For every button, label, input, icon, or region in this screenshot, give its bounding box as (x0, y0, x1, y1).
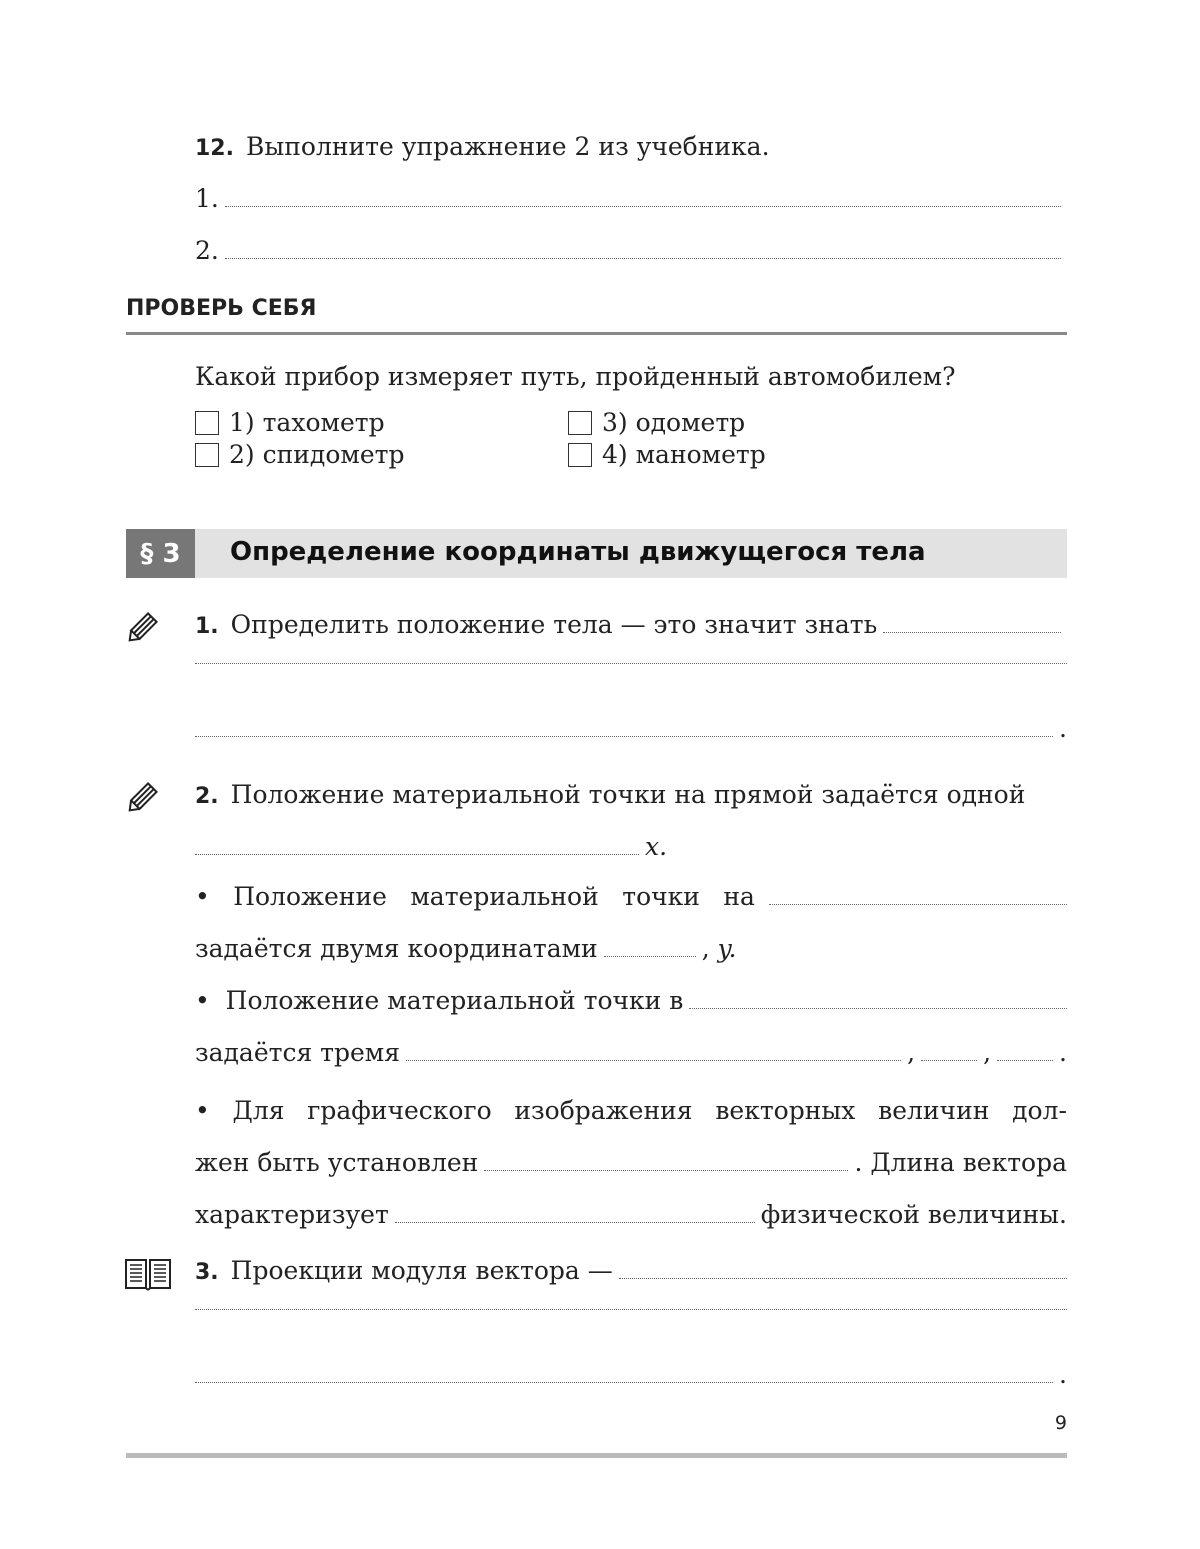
answer-line[interactable] (195, 1308, 1067, 1338)
text: • Положение материальной точки в (195, 986, 684, 1015)
divider (126, 332, 1067, 335)
option-3[interactable] (568, 408, 745, 437)
bullet-vectors-line2 (195, 1148, 1067, 1177)
task-number: 1. (195, 614, 219, 639)
word: величин (878, 1096, 990, 1125)
answer-line-1[interactable] (195, 184, 1067, 213)
checkbox[interactable] (195, 411, 219, 435)
dotted-answer-field[interactable] (604, 955, 696, 957)
text: жен быть установлен (195, 1148, 479, 1177)
option-1[interactable] (195, 408, 385, 437)
bullet-vectors (195, 1096, 1067, 1125)
dotted-answer-field[interactable] (769, 903, 1067, 905)
option-label: 2) спидометр (229, 440, 405, 469)
answer-line-2[interactable] (195, 236, 1067, 265)
word: изображения (514, 1096, 693, 1125)
dotted-answer-field[interactable] (883, 631, 1061, 633)
word: на (723, 882, 755, 911)
pencil-icon (124, 612, 158, 646)
variable-y: y. (717, 934, 737, 963)
dotted-answer-field[interactable] (195, 853, 639, 855)
bullet: • (195, 882, 210, 911)
word: дол- (1012, 1096, 1067, 1125)
dotted-answer-field[interactable] (395, 1221, 755, 1223)
task-2 (195, 780, 1067, 809)
section-header (126, 529, 1067, 578)
comma: , (983, 1038, 992, 1067)
answer-line[interactable] (195, 1360, 1067, 1389)
text: . Длина вектора (854, 1148, 1067, 1177)
word: точки (622, 882, 700, 911)
checkbox[interactable] (195, 443, 219, 467)
period: . (1059, 1038, 1067, 1067)
answer-line[interactable] (195, 832, 1067, 861)
task-number: 12. (195, 136, 234, 161)
task-text: Проекции модуля вектора — (230, 1256, 613, 1285)
checkbox[interactable] (568, 443, 592, 467)
text: характеризует (195, 1200, 389, 1229)
pencil-icon (124, 782, 158, 816)
period: . (1059, 714, 1067, 743)
task-1 (195, 610, 1067, 639)
bullet-space-line2 (195, 1038, 1067, 1067)
dotted-answer-field[interactable] (225, 257, 1061, 259)
check-question: Какой прибор измеряет путь, пройденный автомобилем? (195, 362, 956, 391)
bullet: • (195, 1096, 210, 1125)
dotted-answer-field[interactable] (195, 1308, 1067, 1310)
answer-label: 1. (195, 184, 219, 213)
task-text: Выполните упражнение 2 из учебника. (245, 132, 770, 161)
text: физической величины. (760, 1200, 1067, 1229)
answer-line[interactable] (195, 714, 1067, 743)
task-number: 3. (195, 1260, 219, 1285)
bullet-plane (195, 882, 1067, 911)
task-number: 2. (195, 784, 219, 809)
option-2[interactable] (195, 440, 404, 469)
task-3 (195, 1256, 1067, 1285)
book-icon (124, 1256, 172, 1292)
option-label: 4) манометр (602, 440, 766, 469)
section-title: Определение координаты движущегося тела (230, 537, 926, 567)
checkbox[interactable] (568, 411, 592, 435)
task-12 (195, 132, 1067, 161)
text: задаётся двумя координатами (195, 934, 598, 963)
check-heading: ПРОВЕРЬ СЕБЯ (126, 296, 317, 321)
comma: , (907, 1038, 916, 1067)
footer-rule (126, 1453, 1067, 1458)
variable-x: x. (645, 832, 668, 861)
option-label: 3) одометр (602, 408, 746, 437)
comma: , (701, 934, 710, 963)
word: векторных (715, 1096, 856, 1125)
bullet-vectors-line3 (195, 1200, 1067, 1229)
text: задаётся тремя (195, 1038, 401, 1067)
bullet-space (195, 986, 1067, 1015)
period: . (1059, 1360, 1067, 1389)
answer-line[interactable] (195, 662, 1067, 692)
dotted-answer-field[interactable] (195, 735, 1053, 737)
dotted-answer-field[interactable] (484, 1169, 848, 1171)
word: Положение (233, 882, 387, 911)
page-number: 9 (1054, 1412, 1067, 1434)
dotted-answer-field[interactable] (997, 1059, 1053, 1061)
bullet-plane-line2 (195, 934, 1067, 963)
dotted-answer-field[interactable] (225, 205, 1061, 207)
word: материальной (410, 882, 599, 911)
dotted-answer-field[interactable] (195, 662, 1067, 664)
dotted-answer-field[interactable] (406, 1059, 901, 1061)
section-number: § 3 (126, 529, 195, 578)
word: графического (307, 1096, 492, 1125)
option-4[interactable] (568, 440, 766, 469)
dotted-answer-field[interactable] (689, 1007, 1067, 1009)
dotted-answer-field[interactable] (195, 1381, 1053, 1383)
answer-label: 2. (195, 236, 219, 265)
option-label: 1) тахометр (229, 408, 385, 437)
word: Для (232, 1096, 285, 1125)
task-text: Положение материальной точки на прямой задаётся одной (230, 780, 1026, 809)
dotted-answer-field[interactable] (921, 1059, 977, 1061)
task-text: Определить положение тела — это значит знать (230, 610, 878, 639)
dotted-answer-field[interactable] (619, 1277, 1067, 1279)
